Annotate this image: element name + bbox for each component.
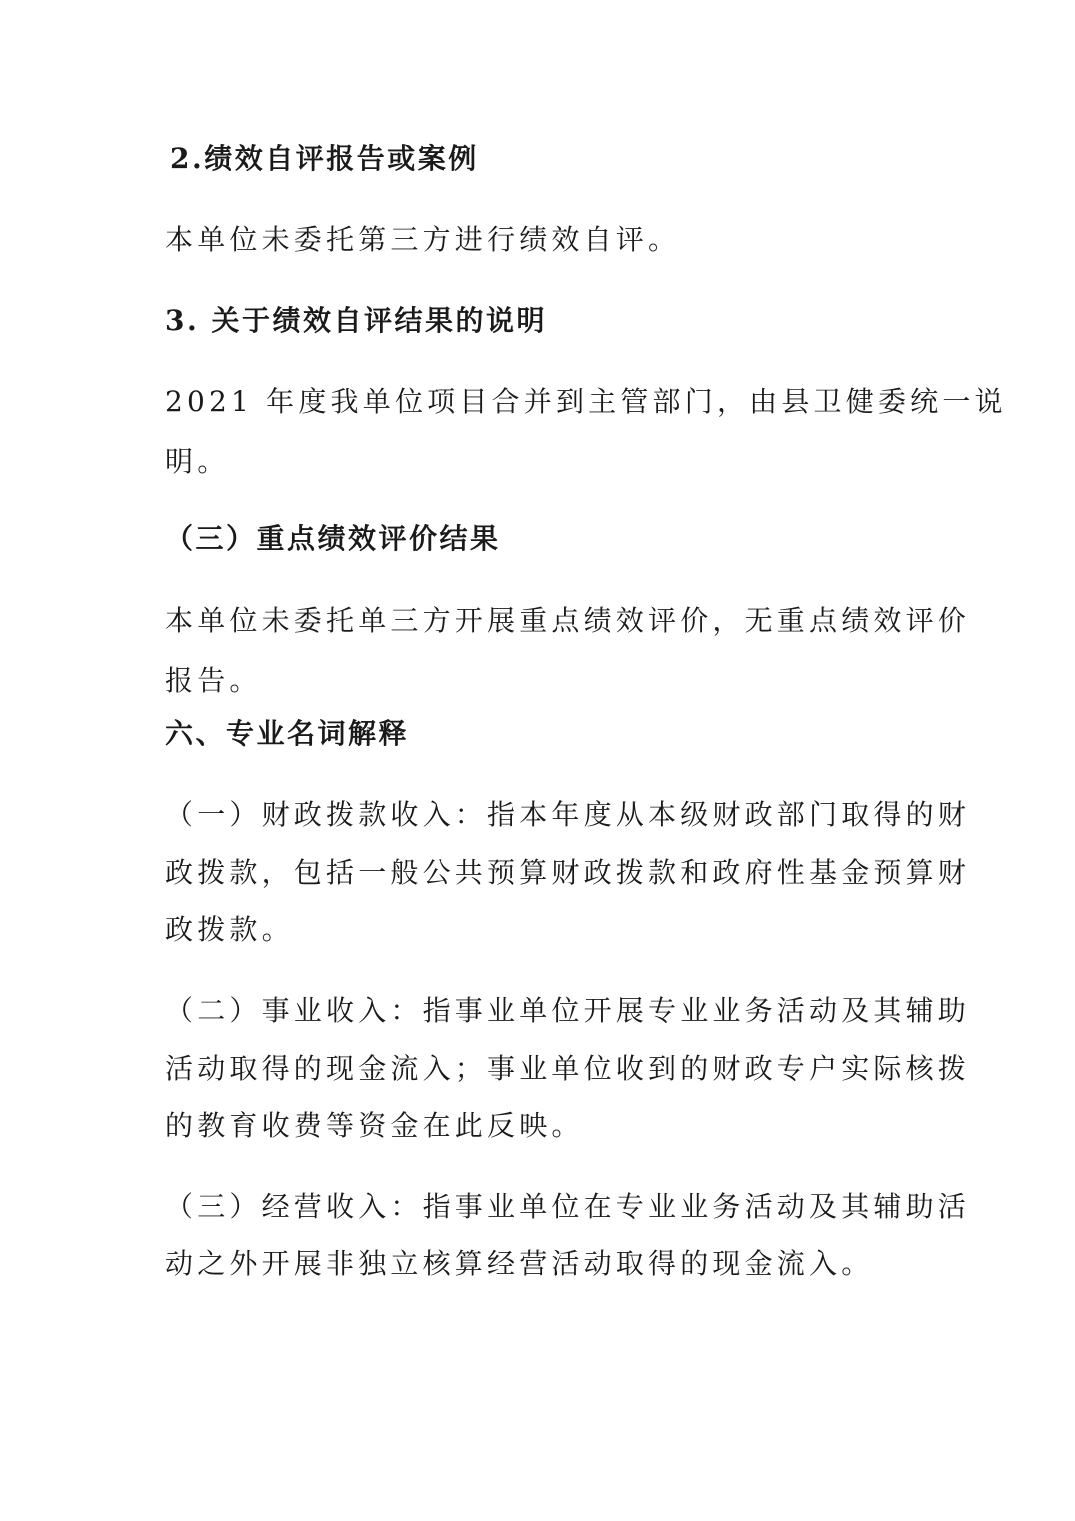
glossary-item-1-line-2: 政拨款，包括一般公共预算财政拨款和政府性基金预算财 (165, 856, 971, 889)
key-evaluation-body-line-2: 报告。 (165, 664, 262, 697)
result-note-heading: 3. 关于绩效自评结果的说明 (165, 304, 547, 337)
glossary-item-2-line-1: （二）事业收入：指事业单位开展专业业务活动及其辅助 (165, 994, 971, 1027)
performance-report-heading: 2.绩效自评报告或案例 (170, 142, 479, 175)
glossary-item-2-line-3: 的教育收费等资金在此反映。 (165, 1109, 584, 1142)
glossary-item-2-line-2: 活动取得的现金流入；事业单位收到的财政专户实际核拨 (165, 1052, 971, 1085)
glossary-item-1-line-1: （一）财政拨款收入：指本年度从本级财政部门取得的财 (165, 798, 971, 831)
result-note-body-line-2: 明。 (165, 445, 230, 478)
glossary-item-3-line-1: （三）经营收入：指事业单位在专业业务活动及其辅助活 (165, 1190, 971, 1223)
glossary-item-1-line-3: 政拨款。 (165, 913, 294, 946)
performance-report-body: 本单位未委托第三方进行绩效自评。 (165, 223, 681, 256)
key-evaluation-heading: （三）重点绩效评价结果 (165, 522, 501, 555)
key-evaluation-body-line-1: 本单位未委托单三方开展重点绩效评价，无重点绩效评价 (165, 604, 971, 637)
glossary-item-3-line-2: 动之外开展非独立核算经营活动取得的现金流入。 (165, 1247, 874, 1280)
glossary-heading: 六、专业名词解释 (165, 717, 410, 750)
result-note-body-line-1: 2021 年度我单位项目合并到主管部门，由县卫健委统一说 (165, 385, 1007, 418)
